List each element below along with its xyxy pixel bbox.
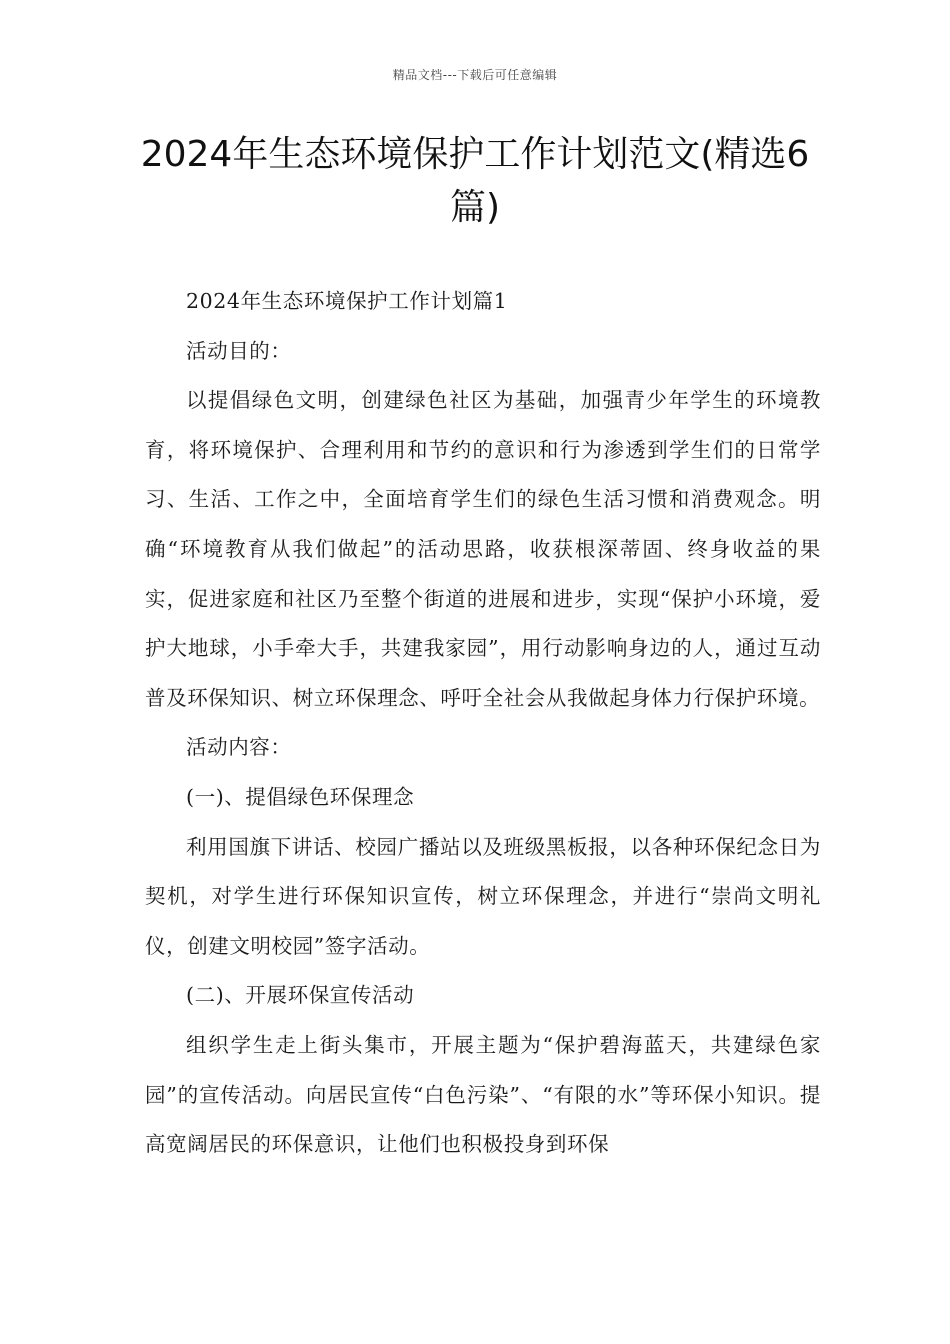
subsection-heading: (一)、提倡绿色环保理念 <box>186 784 415 809</box>
document-title: 2024年生态环境保护工作计划范文(精选6篇) <box>140 134 810 228</box>
header-note: 精品文档---下载后可任意编辑 <box>392 68 558 82</box>
section-heading: 2024年生态环境保护工作计划篇1 <box>186 289 508 313</box>
body-paragraph: 以提倡绿色文明，创建绿色社区为基础，加强青少年学生的环境教育，将环境保护、合理利用和节约的意识和行为渗透到学生们的日常学习、生活、工作之中，全面培育学生们的绿色生活习惯和消费观念。明确“环境教育从我们做起”的活动思路，收获根深蒂固、终身收益的果实，促进家庭和社区乃至整个街道的进展和进步，实现“保护小环境，爱护大地球，小手牵大手，共建我家园”，用行动影响身边的人，通过互动普及环保知识、树立环保理念、呼吁全社会从我做起身体力行保护环境。 <box>145 388 821 710</box>
body-paragraph: 组织学生走上街头集市，开展主题为“保护碧海蓝天，共建绿色家园”的宣传活动。向居民宣传“白色污染”、“有限的水”等环保小知识。提高宽阔居民的环保意识，让他们也积极投身到环保 <box>145 1032 821 1157</box>
activity-content-label: 活动内容： <box>186 735 292 760</box>
subsection-heading: (二)、开展环保宣传活动 <box>186 983 415 1008</box>
document-body <box>145 277 821 1170</box>
activity-purpose-label: 活动目的： <box>186 338 292 363</box>
body-paragraph: 利用国旗下讲话、校园广播站以及班级黑板报，以各种环保纪念日为契机，对学生进行环保知识宣传，树立环保理念，并进行“崇尚文明礼仪，创建文明校园”签字活动。 <box>145 834 821 958</box>
